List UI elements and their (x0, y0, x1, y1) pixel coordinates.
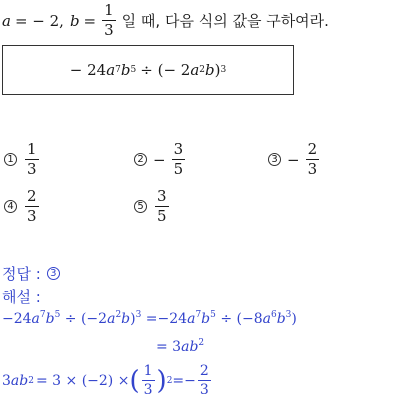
sol2-p1: = 3 (156, 339, 182, 355)
choice-1-mark: 1 (4, 153, 17, 166)
choice-5[interactable] (134, 189, 171, 224)
sol1-e1: 7 (39, 310, 46, 320)
answer-line (2, 263, 66, 284)
sol1-e2: 5 (54, 310, 61, 320)
answer-mark: 3 (47, 267, 60, 280)
sol3-num: 1 (143, 363, 153, 379)
b-numerator: 1 (104, 1, 114, 19)
sol1-v6: b (201, 311, 211, 327)
sol3-v2: b (19, 372, 29, 389)
expr-divide: ÷ (− 2 (140, 61, 191, 79)
sol1-p2: ÷ (−2 (60, 311, 108, 327)
var-a: a (2, 11, 11, 30)
choice-4-num: 2 (27, 187, 37, 205)
b-equals: = (83, 11, 97, 30)
sol3-close-paren: ) (156, 365, 167, 396)
sol3-den2: 3 (199, 382, 209, 398)
sol3-open-paren: ( (129, 365, 140, 396)
choice-4[interactable] (4, 189, 41, 224)
choice-2-mark: 2 (134, 153, 147, 166)
choice-4-den: 3 (27, 207, 37, 225)
choice-5-mark: 5 (134, 200, 147, 213)
sol3-fraction2 (198, 364, 211, 397)
choice-3[interactable] (268, 142, 321, 177)
sol1-v5: a (187, 311, 196, 327)
expr-var-a: a (106, 61, 116, 79)
choice-1-fraction (25, 142, 39, 177)
sol1-v7: a (262, 311, 271, 327)
solution-line-3: 3 a b 2 = 3 × (−2) × ( $\frac{1}{3}$ ) 2 =− $\frac{2}{3}$ (2, 363, 209, 398)
expr-var-b: b (120, 61, 131, 79)
b-denominator: 3 (104, 21, 114, 39)
sol1-e3: 2 (115, 310, 122, 320)
explanation-label: 해설 : (2, 288, 41, 306)
choice-3-num: 2 (307, 140, 318, 158)
choice-5-num: 3 (157, 187, 167, 205)
solution-line-2 (156, 339, 204, 355)
choice-4-mark: 4 (4, 200, 17, 213)
sol1-e6: 5 (210, 310, 216, 320)
sol3-p1: 3 (2, 372, 11, 389)
choice-3-mark: 3 (268, 153, 281, 166)
sol1-p3: ) (130, 311, 136, 327)
choice-3-den: 3 (307, 160, 318, 178)
sol1-p6: ) (291, 311, 297, 327)
sol1-v2: b (45, 311, 55, 327)
sol3-num2: 2 (199, 363, 209, 379)
choice-2-den: 5 (173, 160, 184, 178)
solution-line-1 (2, 311, 297, 327)
question-line (2, 3, 329, 38)
expression-box: − 24 a 7 b 5 ÷ (− 2 a 2 b ) 3 (2, 45, 294, 95)
choice-1-num: 1 (27, 140, 37, 158)
choice-4-fraction (25, 189, 39, 224)
sol1-e5: 7 (195, 310, 202, 320)
choice-5-den: 5 (157, 207, 167, 225)
sol2-v2: b (189, 339, 199, 355)
a-value: = − 2, (14, 11, 64, 30)
choice-3-sign: − (287, 150, 300, 169)
sol1-e7: 6 (270, 310, 277, 320)
expr-var-a2: a (190, 61, 200, 79)
sol1-e8: 3 (285, 310, 292, 320)
sol1-e4: 3 (135, 310, 142, 320)
sol3-v1: a (10, 372, 20, 389)
choice-5-fraction (155, 189, 169, 224)
sol3-fraction (142, 364, 155, 397)
expr-var-b2: b (205, 61, 215, 79)
sol2-v1: a (181, 339, 190, 355)
sol1-v4: b (121, 311, 131, 327)
b-fraction (102, 3, 116, 38)
sol3-p3: =− (172, 372, 196, 389)
expr-coef: − 24 (69, 61, 107, 79)
sol1-p1: −24 (2, 311, 32, 327)
sol1-p4: =−24 (141, 311, 188, 327)
expr-close: ) (214, 61, 221, 79)
sol1-v8: b (276, 311, 286, 327)
choice-2[interactable] (134, 142, 187, 177)
sol2-e1: 2 (198, 338, 205, 348)
var-b: b (69, 11, 80, 30)
sol3-p2: = 3 × (−2) × (35, 372, 130, 389)
choice-3-fraction (306, 142, 320, 177)
choice-2-num: 3 (173, 140, 184, 158)
choice-1[interactable] (4, 142, 41, 177)
sol1-v1: a (31, 311, 40, 327)
choice-1-den: 3 (27, 160, 37, 178)
sol1-v3: a (107, 311, 116, 327)
sol1-p5: ÷ (−8 (215, 311, 263, 327)
choice-2-sign: − (153, 150, 166, 169)
choice-2-fraction (172, 142, 186, 177)
answer-label: 정답 : (2, 265, 41, 283)
sol3-den: 3 (143, 382, 153, 398)
instruction-text: 일 때, 다음 식의 값을 구하여라. (121, 12, 329, 30)
